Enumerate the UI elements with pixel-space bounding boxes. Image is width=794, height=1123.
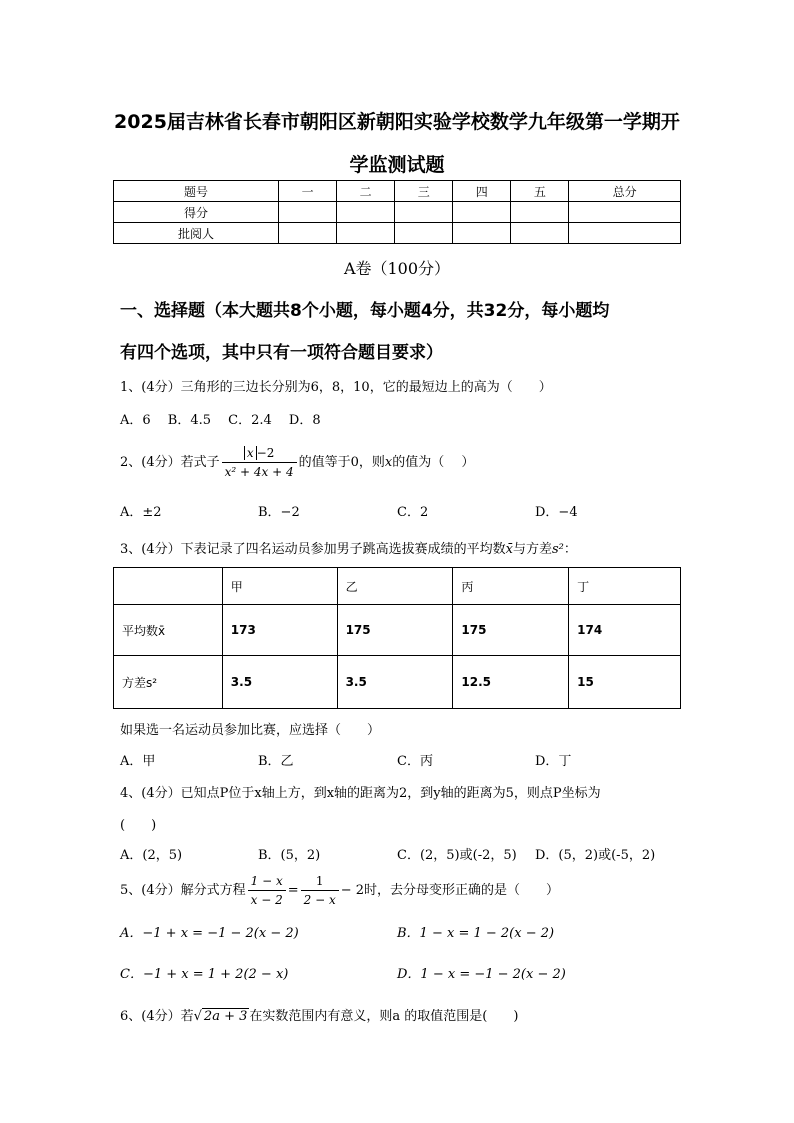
- stats-value: 175: [337, 605, 453, 656]
- score-table-header-row: [114, 181, 681, 202]
- stats-row-mean: [114, 605, 681, 656]
- question-2-prefix: 2、(4分）若式子: [120, 455, 220, 470]
- question-2-text: [120, 444, 474, 481]
- question-5-tail: − 2时，去分母变形正确的是（ ）: [340, 883, 560, 898]
- question-3-text-c: ：: [563, 542, 577, 557]
- absolute-value: x: [244, 446, 257, 460]
- score-row-label: 批阅人: [114, 223, 279, 244]
- score-cell: [337, 223, 395, 244]
- question-5-text: [120, 872, 559, 909]
- sqrt-symbol: √: [193, 1009, 202, 1024]
- stats-value: 15: [569, 656, 681, 709]
- question-5-option-c: C．−1 + x = 1 + 2(2 − x): [120, 967, 289, 982]
- fraction-numerator: 1: [301, 872, 339, 891]
- score-cell: [569, 202, 681, 223]
- question-3-option-a: A．甲: [120, 754, 156, 769]
- question-5-option-b: B．1 − x = 1 − 2(x − 2): [397, 926, 555, 941]
- stats-header-cell: [114, 568, 223, 605]
- score-header-cell: 一: [279, 181, 337, 202]
- stats-header-cell: 乙: [337, 568, 453, 605]
- variance-symbol: s²: [551, 542, 564, 557]
- score-cell: [395, 223, 453, 244]
- question-6-prefix: 6、(4分）若: [120, 1009, 194, 1024]
- fraction-denominator: x² + 4x + 4: [224, 465, 294, 479]
- stats-value: 174: [569, 605, 681, 656]
- question-5-prefix: 5、(4分）解分式方程: [120, 883, 246, 898]
- score-header-cell: 五: [511, 181, 569, 202]
- stats-value: 3.5: [222, 656, 337, 709]
- score-cell: [337, 202, 395, 223]
- score-header-cell: 题号: [114, 181, 279, 202]
- question-3-text-a: 3、(4分）下表记录了四名运动员参加男子跳高选拔赛成绩的平均数: [120, 542, 506, 557]
- question-4-option-d: D．(5，2)或(-5，2): [535, 848, 656, 863]
- question-4-option-a: A．(2，5): [120, 848, 183, 863]
- score-row-label: 得分: [114, 202, 279, 223]
- score-table: [113, 180, 681, 244]
- question-5-fraction-1: [248, 872, 286, 909]
- variable-x: x: [384, 455, 393, 470]
- stats-value: 175: [453, 605, 569, 656]
- score-cell: [279, 202, 337, 223]
- stats-value: 173: [222, 605, 337, 656]
- question-5-fraction-2: [301, 872, 339, 909]
- mean-symbol: x̄: [505, 542, 513, 557]
- question-1-options: A．6 B．4.5 C．2.4 D．8: [120, 413, 321, 428]
- score-header-cell: 总分: [569, 181, 681, 202]
- radicand: 2a + 3: [203, 1009, 248, 1024]
- question-2-suffix-b: 的值为（ ）: [392, 455, 475, 470]
- score-cell: [569, 223, 681, 244]
- question-2-suffix-a: 的值等于0，则: [298, 455, 385, 470]
- exam-title-line-2: 学监测试题: [349, 154, 445, 176]
- fraction-denominator: x − 2: [250, 893, 283, 907]
- question-4-text: 4、(4分）已知点P位于x轴上方，到x轴的距离为2，到y轴的距离为5，则点P坐标为: [120, 786, 601, 801]
- athlete-stats-table: [113, 567, 681, 709]
- stats-row-label: 平均数x̄: [114, 605, 223, 656]
- stats-row-variance: [114, 656, 681, 709]
- numerator-rest: −2: [256, 446, 275, 460]
- equals-sign: =: [287, 883, 299, 898]
- question-3-option-d: D．丁: [535, 754, 572, 769]
- question-4-option-c: C．(2，5)或(-2，5): [397, 848, 517, 863]
- stats-header-cell: 丁: [569, 568, 681, 605]
- fraction-numerator: [222, 444, 297, 463]
- question-2-option-d: D．−4: [535, 505, 578, 520]
- question-6-suffix: 在实数范围内有意义，则a 的取值范围是( ): [249, 1009, 519, 1024]
- question-4-paren: ( ): [120, 818, 157, 833]
- score-cell: [511, 202, 569, 223]
- stats-header-row: [114, 568, 681, 605]
- exam-title-line-1: 2025届吉林省长春市朝阳区新朝阳实验学校数学九年级第一学期开: [114, 111, 680, 133]
- score-table-row-reviewer: [114, 223, 681, 244]
- score-cell: [511, 223, 569, 244]
- stats-header-cell: 甲: [222, 568, 337, 605]
- fraction-numerator: 1 − x: [248, 872, 286, 891]
- score-cell: [453, 223, 511, 244]
- volume-title: A卷（100分）: [343, 259, 451, 278]
- score-header-cell: 三: [395, 181, 453, 202]
- section-heading-line-1: 一、选择题（本大题共8个小题，每小题4分，共32分，每小题均: [120, 301, 610, 321]
- question-2-option-c: C．2: [397, 505, 429, 520]
- fraction-denominator: 2 − x: [303, 893, 336, 907]
- question-6-text: [120, 1005, 518, 1024]
- stats-row-label: 方差s²: [114, 656, 223, 709]
- question-3-option-b: B．乙: [258, 754, 294, 769]
- question-2-fraction: [222, 444, 297, 481]
- score-header-cell: 二: [337, 181, 395, 202]
- stats-value: 12.5: [453, 656, 569, 709]
- section-heading-line-2: 有四个选项，其中只有一项符合题目要求）: [120, 343, 443, 363]
- question-5-option-a: A．−1 + x = −1 − 2(x − 2): [120, 926, 299, 941]
- question-4-option-b: B．(5，2): [258, 848, 321, 863]
- question-5-option-d: D．1 − x = −1 − 2(x − 2): [397, 967, 566, 982]
- question-3-text-b: 与方差: [512, 542, 552, 557]
- question-3-prompt: 如果选一名运动员参加比赛，应选择（ ）: [120, 723, 381, 738]
- question-3-option-c: C．丙: [397, 754, 433, 769]
- question-2-option-b: B．−2: [258, 505, 300, 520]
- score-header-cell: 四: [453, 181, 511, 202]
- question-1-text: 1、(4分）三角形的三边长分别为6，8，10，它的最短边上的高为（ ）: [120, 380, 552, 395]
- stats-header-cell: 丙: [453, 568, 569, 605]
- score-table-row-score: [114, 202, 681, 223]
- score-cell: [395, 202, 453, 223]
- question-2-option-a: A．±2: [120, 505, 162, 520]
- question-3-text: [120, 538, 577, 557]
- score-cell: [279, 223, 337, 244]
- score-cell: [453, 202, 511, 223]
- stats-value: 3.5: [337, 656, 453, 709]
